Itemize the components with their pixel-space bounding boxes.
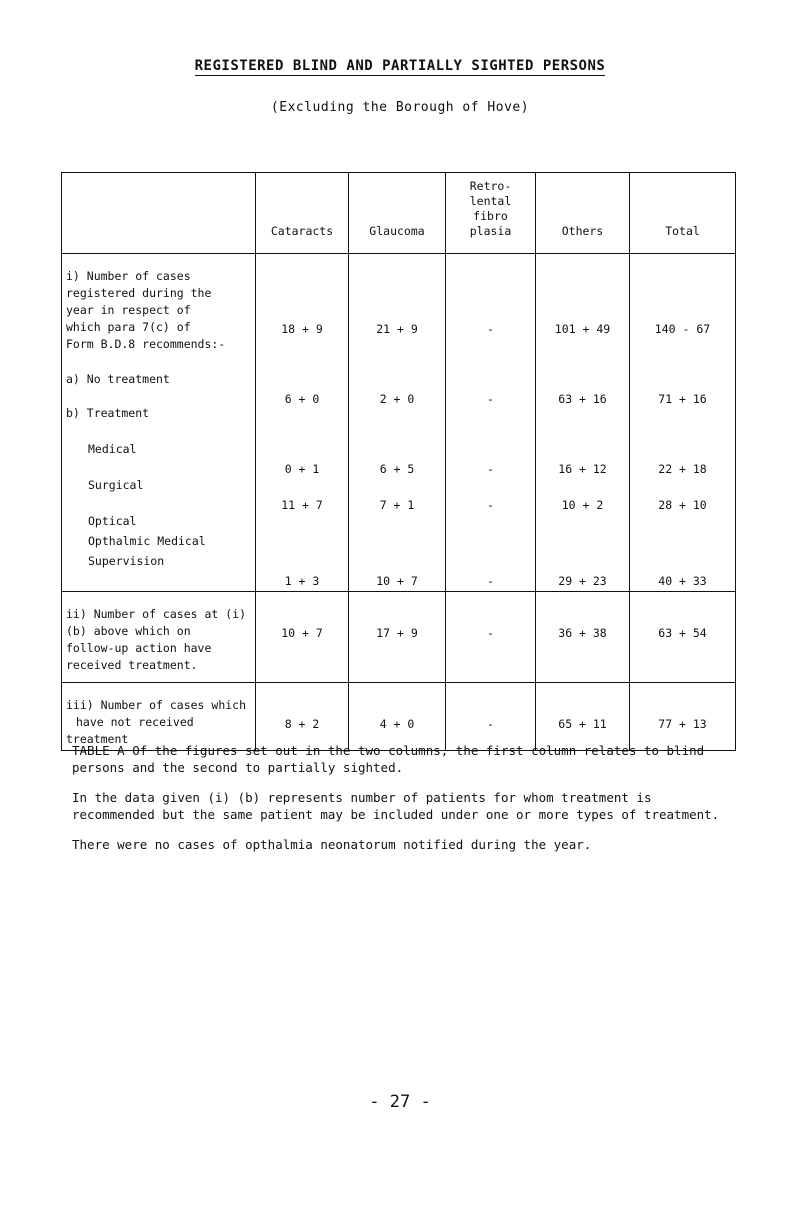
page-subtitle: (Excluding the Borough of Hove)	[270, 100, 530, 115]
page-number: - 27 -	[369, 1092, 431, 1112]
section1-total	[630, 254, 736, 592]
value-cell: -	[487, 626, 494, 640]
section3-glaucoma	[349, 683, 446, 751]
section3-row	[62, 683, 736, 751]
surgical-label: Surgical	[88, 478, 144, 492]
value-cell: 21 + 9	[376, 322, 418, 336]
value-cell: 140 - 67	[654, 322, 711, 336]
value-cell: 18 + 9	[281, 322, 323, 336]
header-empty	[62, 173, 256, 254]
section2-labels	[62, 592, 256, 683]
section1-retrolental	[446, 254, 536, 592]
value-cell: 63 + 16	[558, 392, 607, 406]
value-cell: 0 + 1	[284, 462, 320, 476]
label-line: i) Number of cases	[66, 269, 191, 283]
value-cell: -	[487, 462, 494, 476]
value-cell: 77 + 13	[658, 717, 707, 731]
label-line: follow-up action have	[66, 641, 212, 655]
note-opthalmia: There were no cases of opthalmia neonatorum notified during the year.	[72, 837, 592, 852]
section3-labels	[62, 683, 256, 751]
value-cell: 8 + 2	[284, 717, 320, 731]
note-table-a: TABLE A Of the figures set out in the two columns, the first column relates to blind persons and the second to partially sighted.	[72, 743, 705, 775]
label-line: year in respect of	[66, 303, 191, 317]
section1-glaucoma	[349, 254, 446, 592]
value-cell: 6 + 0	[284, 392, 320, 406]
value-cell: 1 + 3	[284, 574, 320, 588]
label-line: treatment	[66, 732, 129, 746]
label-line: received treatment.	[66, 658, 198, 672]
header-others: Others	[536, 173, 630, 254]
value-cell: 10 + 7	[376, 574, 418, 588]
section2-cataracts	[256, 592, 349, 683]
section2-others	[536, 592, 630, 683]
value-cell: 22 + 18	[658, 462, 707, 476]
section3-total	[630, 683, 736, 751]
medical-label: Medical	[88, 442, 137, 456]
section2-retrolental	[446, 592, 536, 683]
no-treatment-label: a) No treatment	[66, 372, 170, 386]
section3-others	[536, 683, 630, 751]
opthalmic-label: Opthalmic Medical	[88, 534, 206, 548]
value-cell: 63 + 54	[658, 626, 707, 640]
value-cell: 10 + 7	[281, 626, 323, 640]
label-line: ii) Number of cases at (i)	[66, 607, 247, 621]
value-cell: 17 + 9	[376, 626, 418, 640]
value-cell: -	[487, 498, 494, 512]
optical-label: Optical	[88, 514, 137, 528]
value-cell: 36 + 38	[558, 626, 607, 640]
value-cell: 2 + 0	[379, 392, 415, 406]
value-cell: 11 + 7	[281, 498, 323, 512]
section2-row	[62, 592, 736, 683]
label-line: Form B.D.8 recommends:-	[66, 337, 226, 351]
section3-cataracts	[256, 683, 349, 751]
value-cell: 29 + 23	[558, 574, 607, 588]
header-total: Total	[630, 173, 736, 254]
supervision-label: Supervision	[88, 554, 165, 568]
section1-row	[62, 254, 736, 592]
value-cell: -	[487, 392, 494, 406]
section3-retrolental	[446, 683, 536, 751]
section2-glaucoma	[349, 592, 446, 683]
value-cell: 4 + 0	[379, 717, 415, 731]
header-cataracts: Cataracts	[256, 173, 349, 254]
value-cell: 10 + 2	[561, 498, 604, 512]
value-cell: 16 + 12	[558, 462, 607, 476]
header-glaucoma: Glaucoma	[349, 173, 446, 254]
section1-others	[536, 254, 630, 592]
value-cell: 28 + 10	[658, 498, 707, 512]
label-line: have not received	[76, 715, 194, 729]
section1-labels	[62, 254, 256, 592]
section1-cataracts	[256, 254, 349, 592]
label-line: registered during the	[66, 286, 212, 300]
treatment-label: b) Treatment	[66, 406, 150, 420]
header-retrolental: Retro- lental fibro plasia	[446, 173, 536, 254]
data-table	[61, 172, 736, 751]
label-line: which para 7(c) of	[66, 320, 191, 334]
label-line: iii) Number of cases which	[66, 698, 247, 712]
value-cell: 7 + 1	[379, 498, 415, 512]
page-title: REGISTERED BLIND AND PARTIALLY SIGHTED PERSONS	[194, 58, 606, 74]
value-cell: -	[487, 574, 494, 588]
note-data-given: In the data given (i) (b) represents number of patients for whom treatment is recommended but the same patient may be included under one or more types of treatment.	[72, 790, 720, 822]
value-cell: 40 + 33	[658, 574, 707, 588]
value-cell: 71 + 16	[658, 392, 707, 406]
value-cell: 6 + 5	[379, 462, 415, 476]
label-line: (b) above which on	[66, 624, 191, 638]
header-row	[62, 173, 736, 254]
value-cell: -	[487, 322, 494, 336]
value-cell: -	[487, 717, 494, 731]
value-cell: 65 + 11	[558, 717, 607, 731]
section2-total	[630, 592, 736, 683]
value-cell: 101 + 49	[554, 322, 611, 336]
